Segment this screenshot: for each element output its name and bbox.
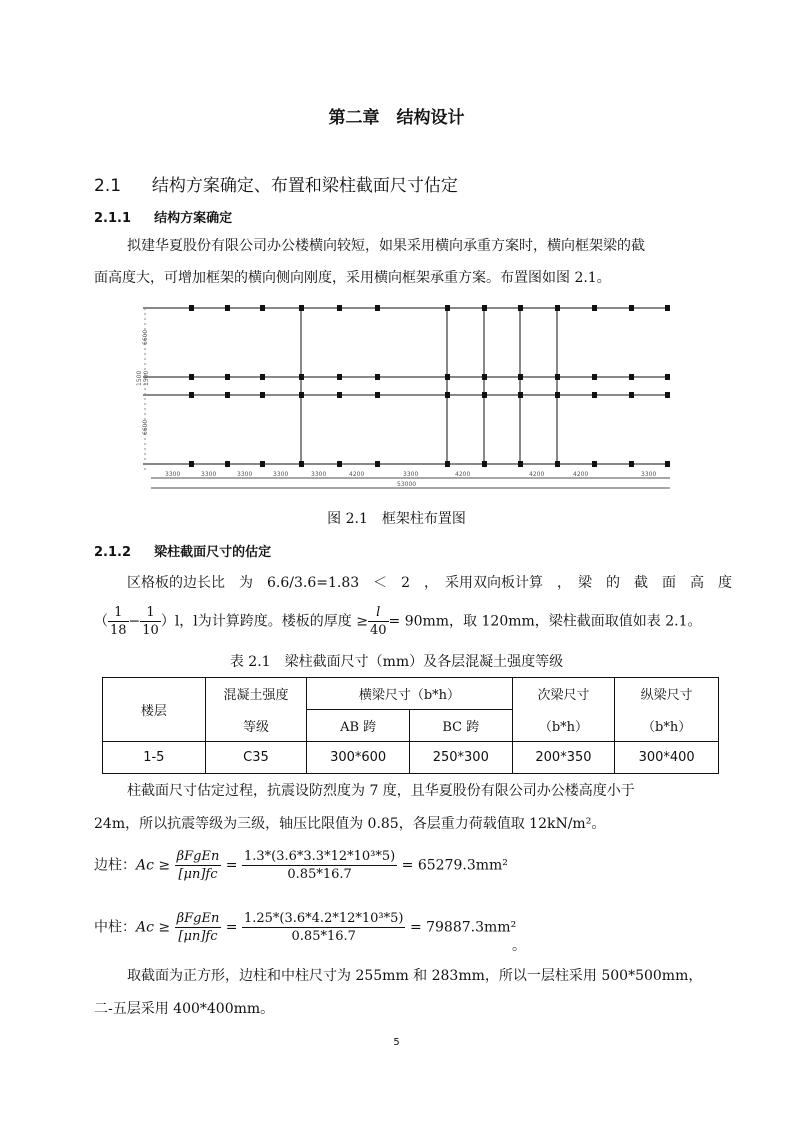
header-bc-span: BC 跨 — [409, 710, 512, 742]
column-mark — [592, 374, 597, 380]
numerator: l — [368, 604, 389, 622]
denominator: 0.85*16.7 — [291, 929, 356, 944]
numerator: 1.3*(3.6*3.3*12*10³*5) — [243, 849, 396, 864]
figure-caption: 图 2.1 框架柱布置图 — [327, 511, 466, 527]
dim-label-bottom: 4200 — [455, 471, 471, 478]
header-longitudinal-bh: （b*h） — [615, 710, 719, 742]
column-mark — [375, 461, 380, 467]
cell-longitudinal: 300*400 — [615, 742, 719, 774]
equation-trailing-period: 。 — [512, 938, 526, 954]
header-secondary-bh: （b*h） — [512, 710, 615, 742]
equation-fraction-values — [242, 910, 406, 945]
column-mark — [555, 392, 560, 398]
column-mark — [260, 305, 265, 311]
section-2-1-1-heading — [94, 207, 232, 226]
fraction-1-18 — [108, 604, 129, 639]
span-text: l，l为计算跨度。楼板的厚度 ≥ — [174, 613, 368, 630]
denominator: 10 — [142, 623, 159, 638]
paren-close: ） — [160, 613, 175, 630]
dim-label-left: 6600 — [142, 329, 149, 345]
subsection-title: 梁柱截面尺寸的估定 — [154, 545, 272, 560]
column-mark — [592, 392, 597, 398]
dim-label-total: 53000 — [397, 481, 417, 488]
cell-secondary: 200*350 — [512, 742, 615, 774]
column-mark — [665, 392, 670, 398]
equation-result: = 65279.3mm² — [401, 857, 508, 874]
subsection-number: 2.1.2 — [94, 545, 132, 560]
denominator: 18 — [110, 623, 127, 638]
middle-column-equation: 中柱：Ac ≥ βFgEn [μn]fc = $\frac{\text{1.25*(3.6*4.2*12*10³*5)}}{0.85*16.7}$ = 79887.3mm² — [94, 911, 517, 944]
table-caption: 表 2.1 梁柱截面尺寸（mm）及各层混凝土强度等级 — [229, 654, 564, 670]
equation-fraction-formula — [175, 910, 222, 945]
cell-floor: 1-5 — [103, 742, 206, 774]
header-transverse-beam: 横梁尺寸（b*h） — [307, 678, 512, 710]
paragraph-2-line-1: 区格板的边长比 为 6.6/3.6=1.83 ＜ 2 ， 采用双向板计算 ， 梁 的 截 面 高 度 — [127, 575, 733, 591]
chapter-title: 第二章 结构设计 — [328, 108, 465, 128]
section-title: 结构方案确定、布置和梁柱截面尺寸估定 — [151, 176, 458, 196]
column-mark — [629, 461, 634, 467]
paragraph-1-line-2: 面高度大，可增加框架的横向侧向刚度，采用横向框架承重方案。布置图如图 2.1。 — [94, 270, 611, 286]
denominator: 0.85*16.7 — [287, 867, 352, 882]
header-concrete-grade: 等级 — [205, 710, 307, 742]
header-secondary-beam: 次梁尺寸 — [512, 678, 615, 710]
column-mark — [375, 305, 380, 311]
equation-fraction-values — [242, 848, 397, 883]
paragraph-2-line-2 — [94, 604, 702, 639]
dim-label-bottom: 3300 — [165, 471, 181, 478]
column-mark — [337, 374, 342, 380]
column-mark — [189, 305, 194, 311]
column-mark — [337, 392, 342, 398]
column-layout-figure — [125, 300, 685, 500]
equation-fraction-formula — [175, 848, 222, 883]
column-mark — [189, 374, 194, 380]
column-mark — [299, 374, 304, 380]
cell-concrete: C35 — [205, 742, 307, 774]
section-2-1-heading — [94, 171, 458, 196]
dim-label-left: 1500 — [143, 370, 150, 386]
column-mark — [445, 305, 450, 311]
column-mark — [189, 392, 194, 398]
dim-label-left: 1500 — [136, 370, 143, 386]
column-mark — [518, 374, 523, 380]
column-mark — [337, 305, 342, 311]
column-mark — [518, 461, 523, 467]
column-mark — [337, 461, 342, 467]
beam-column-table — [102, 677, 719, 774]
equation-lhs: Ac ≥ — [136, 857, 171, 874]
denominator: [μn]fc — [178, 929, 218, 944]
column-mark — [225, 392, 230, 398]
paren-open: （ — [94, 613, 108, 630]
section-number: 2.1 — [94, 176, 122, 196]
paragraph-3-line-2: 24m，所以抗震等级为三级，轴压比限值为 0.85，各层重力荷载值取 12kN/m²。 — [94, 816, 606, 832]
column-mark — [555, 305, 560, 311]
subsection-title: 结构方案确定 — [154, 211, 233, 226]
dim-label-bottom: 3300 — [641, 471, 657, 478]
paragraph-3-line-1: 柱截面尺寸估定过程，抗震设防烈度为 7 度，且华夏股份有限公司办公楼高度小于 — [127, 783, 635, 799]
dim-label-bottom: 4200 — [529, 471, 545, 478]
column-mark — [518, 392, 523, 398]
column-mark — [445, 461, 450, 467]
equation-result: = 79887.3mm² — [409, 919, 517, 936]
column-mark — [225, 305, 230, 311]
dim-label-bottom: 4200 — [349, 471, 365, 478]
numerator: 1.25*(3.6*4.2*12*10³*5) — [243, 911, 404, 926]
column-mark — [225, 461, 230, 467]
column-mark — [555, 374, 560, 380]
column-mark — [518, 305, 523, 311]
header-longitudinal-beam: 纵梁尺寸 — [615, 678, 719, 710]
equation-lhs: Ac ≥ — [136, 919, 171, 936]
header-concrete: 混凝土强度 — [205, 678, 307, 710]
dim-label-left: 6600 — [142, 419, 149, 435]
column-mark — [592, 305, 597, 311]
column-mark — [629, 374, 634, 380]
table-row — [103, 742, 719, 774]
equation-label: 边柱： — [94, 857, 136, 874]
equation-label: 中柱： — [94, 919, 136, 936]
column-mark — [375, 374, 380, 380]
denominator: 40 — [369, 623, 387, 638]
column-mark — [629, 392, 634, 398]
page-number: 5 — [393, 1037, 400, 1048]
numerator: βFgEn — [176, 849, 220, 864]
cell-ab: 300*600 — [307, 742, 410, 774]
header-ab-span: AB 跨 — [307, 710, 410, 742]
column-mark — [260, 461, 265, 467]
column-mark — [445, 374, 450, 380]
fraction-l-40 — [368, 604, 389, 639]
column-mark — [555, 461, 560, 467]
column-mark — [665, 461, 670, 467]
paragraph-4-line-2: 二-五层采用 400*400mm。 — [94, 1001, 275, 1017]
side-column-equation: 边柱：Ac ≥ βFgEn [μn]fc = $\frac{\text{1.3*(3.6*3.3*12*10³*5)}}{0.85*16.7}$ = 65279.3mm² — [94, 849, 508, 882]
thickness-text: = 90mm，取 120mm，梁柱截面取值如表 2.1。 — [388, 613, 702, 630]
dim-label-bottom: 3300 — [201, 471, 217, 478]
numerator: 1 — [140, 604, 161, 622]
numerator: βFgEn — [176, 911, 220, 926]
column-mark — [225, 374, 230, 380]
dim-label-bottom: 3300 — [311, 471, 327, 478]
column-mark — [665, 374, 670, 380]
column-mark — [629, 305, 634, 311]
column-mark — [299, 461, 304, 467]
column-mark — [665, 305, 670, 311]
column-mark — [375, 392, 380, 398]
section-2-1-2-heading — [94, 541, 271, 560]
dim-label-bottom: 4200 — [573, 471, 589, 478]
numerator: 1 — [108, 604, 129, 622]
dim-label-bottom: 3300 — [273, 471, 289, 478]
column-mark — [482, 374, 487, 380]
column-mark — [189, 461, 194, 467]
paragraph-4-line-1: 取截面为正方形，边柱和中柱尺寸为 255mm 和 283mm，所以一层柱采用 500*500mm， — [127, 968, 703, 984]
column-mark — [592, 461, 597, 467]
header-floor: 楼层 — [103, 678, 206, 742]
minus-sign: − — [128, 613, 141, 630]
dim-label-bottom: 3300 — [237, 471, 253, 478]
column-mark — [299, 305, 304, 311]
cell-bc: 250*300 — [409, 742, 512, 774]
subsection-number: 2.1.1 — [94, 211, 132, 226]
fraction-1-10 — [140, 604, 161, 639]
paragraph-1-line-1: 拟建华夏股份有限公司办公楼横向较短，如果采用横向承重方案时，横向框架梁的截 — [127, 238, 645, 254]
column-mark — [482, 461, 487, 467]
column-mark — [445, 392, 450, 398]
column-mark — [482, 392, 487, 398]
column-mark — [260, 392, 265, 398]
column-mark — [482, 305, 487, 311]
column-mark — [299, 392, 304, 398]
denominator: [μn]fc — [178, 867, 218, 882]
dim-label-bottom: 3300 — [403, 471, 419, 478]
column-mark — [260, 374, 265, 380]
